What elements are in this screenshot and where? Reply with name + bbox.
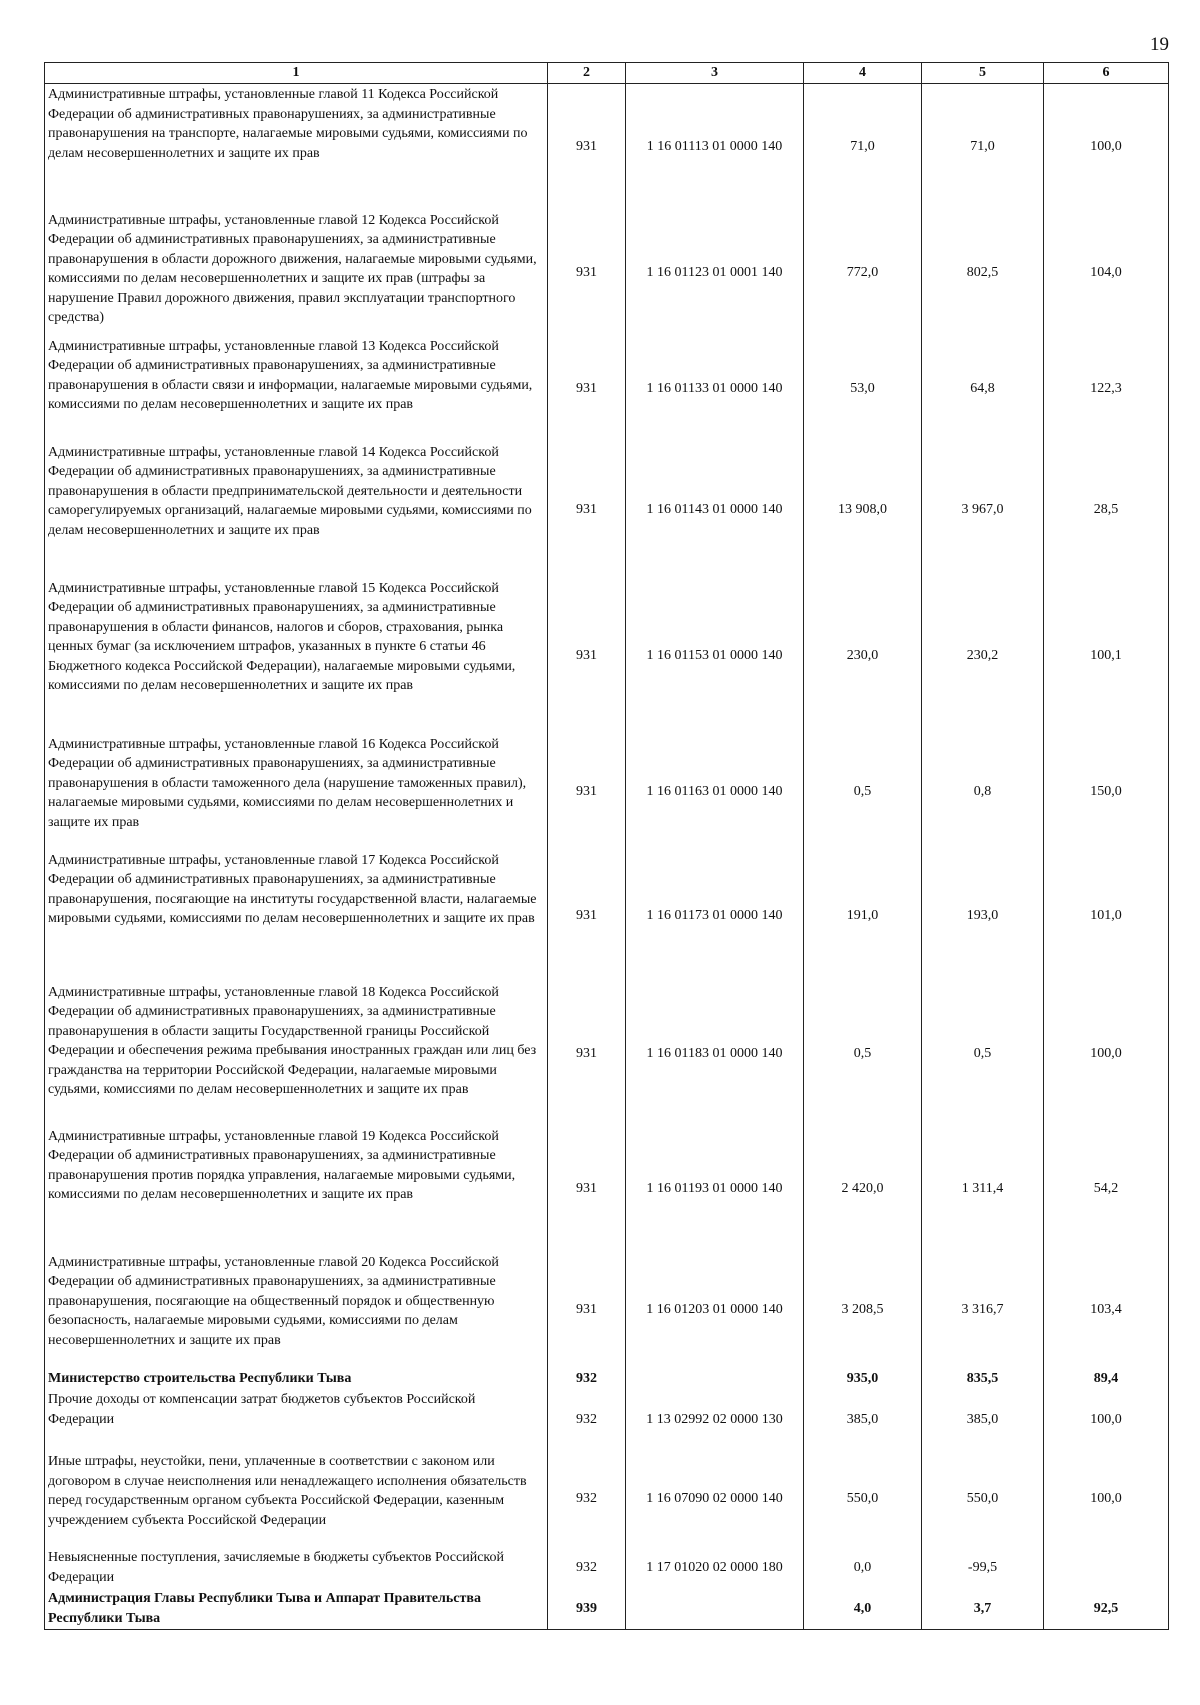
plan-amount-cell: 3 208,5 <box>804 1252 922 1368</box>
plan-amount-cell: 550,0 <box>804 1451 922 1547</box>
table-header-row <box>45 63 1169 84</box>
execution-percent-cell: 150,0 <box>1044 734 1169 850</box>
row-description: Административные штрафы, установленные главой 20 Кодекса Российской Федерации об административных правонарушениях, за административные правонарушения, посягающие на общественный порядок и общественную безопасность, налагаемые мировыми судьями, комиссиями по делам несовершеннолетних и защите их прав <box>45 1252 548 1368</box>
table-row <box>45 210 1169 336</box>
execution-percent-cell: 92,5 <box>1044 1588 1169 1630</box>
actual-amount-cell: 385,0 <box>922 1389 1044 1451</box>
table-row <box>45 982 1169 1126</box>
admin-code-cell: 931 <box>548 850 626 982</box>
row-description: Администрация Главы Республики Тыва и Аппарат Правительства Республики Тыва <box>45 1588 548 1630</box>
row-description: Административные штрафы, установленные главой 13 Кодекса Российской Федерации об административных правонарушениях, за административные правонарушения в области связи и информации, налагаемые мировыми судьями, комиссиями по делам несовершеннолетних и защите их прав <box>45 336 548 442</box>
budget-code-cell: 1 16 01143 01 0000 140 <box>626 442 804 578</box>
row-description: Административные штрафы, установленные главой 11 Кодекса Российской Федерации об административных правонарушениях, за административные правонарушения на транспорте, налагаемые мировыми судьями, комиссиями по делам несовершеннолетних и защите их прав <box>45 84 548 210</box>
row-description: Административные штрафы, установленные главой 19 Кодекса Российской Федерации об административных правонарушениях, за административные правонарушения против порядка управления, налагаемые мировыми судьями, комиссиями по делам несовершеннолетних и защите их прав <box>45 1126 548 1252</box>
table-row <box>45 1451 1169 1547</box>
admin-code-cell: 931 <box>548 1252 626 1368</box>
column-header-1: 1 <box>45 63 548 84</box>
budget-code-cell: 1 16 01193 01 0000 140 <box>626 1126 804 1252</box>
table-row <box>45 1389 1169 1451</box>
plan-amount-cell: 935,0 <box>804 1368 922 1390</box>
plan-amount-cell: 4,0 <box>804 1588 922 1630</box>
actual-amount-cell: 193,0 <box>922 850 1044 982</box>
plan-amount-cell: 772,0 <box>804 210 922 336</box>
row-description: Административные штрафы, установленные главой 16 Кодекса Российской Федерации об административных правонарушениях, за административные правонарушения в области таможенного дела (нарушение таможенных правил), налагаемые мировыми судьями, комиссиями по делам несовершеннолетних и защите их прав <box>45 734 548 850</box>
table-row <box>45 1252 1169 1368</box>
budget-code-cell <box>626 1588 804 1630</box>
execution-percent-cell: 104,0 <box>1044 210 1169 336</box>
plan-amount-cell: 2 420,0 <box>804 1126 922 1252</box>
table-row <box>45 850 1169 982</box>
actual-amount-cell: 3 316,7 <box>922 1252 1044 1368</box>
budget-code-cell: 1 16 01203 01 0000 140 <box>626 1252 804 1368</box>
table-row <box>45 1126 1169 1252</box>
admin-code-cell: 931 <box>548 578 626 734</box>
table-row <box>45 442 1169 578</box>
row-description: Министерство строительства Республики Тыва <box>45 1368 548 1390</box>
row-description: Прочие доходы от компенсации затрат бюджетов субъектов Российской Федерации <box>45 1389 548 1451</box>
actual-amount-cell: 3 967,0 <box>922 442 1044 578</box>
budget-code-cell: 1 16 01183 01 0000 140 <box>626 982 804 1126</box>
admin-code-cell: 939 <box>548 1588 626 1630</box>
plan-amount-cell: 230,0 <box>804 578 922 734</box>
plan-amount-cell: 71,0 <box>804 84 922 210</box>
budget-code-cell: 1 16 01133 01 0000 140 <box>626 336 804 442</box>
execution-percent-cell: 28,5 <box>1044 442 1169 578</box>
row-description: Административные штрафы, установленные главой 12 Кодекса Российской Федерации об административных правонарушениях, за административные правонарушения в области дорожного движения, налагаемые мировыми судьями, комиссиями по делам несовершеннолетних и защите их прав (штрафы за нарушение Правил дорожного движения, правил эксплуатации транспортного средства) <box>45 210 548 336</box>
revenue-table <box>44 62 1169 1630</box>
plan-amount-cell: 13 908,0 <box>804 442 922 578</box>
table-body <box>45 84 1169 1630</box>
table-row <box>45 1588 1169 1630</box>
actual-amount-cell: 0,8 <box>922 734 1044 850</box>
budget-code-cell <box>626 1368 804 1390</box>
execution-percent-cell: 103,4 <box>1044 1252 1169 1368</box>
budget-code-cell: 1 13 02992 02 0000 130 <box>626 1389 804 1451</box>
admin-code-cell: 932 <box>548 1547 626 1588</box>
admin-code-cell: 932 <box>548 1451 626 1547</box>
execution-percent-cell: 101,0 <box>1044 850 1169 982</box>
budget-code-cell: 1 16 01163 01 0000 140 <box>626 734 804 850</box>
column-header-4: 4 <box>804 63 922 84</box>
row-description: Административные штрафы, установленные главой 17 Кодекса Российской Федерации об административных правонарушениях, за административные правонарушения, посягающие на институты государственной власти, налагаемые мировыми судьями, комиссиями по делам несовершеннолетних и защите их прав <box>45 850 548 982</box>
budget-code-cell: 1 16 01153 01 0000 140 <box>626 578 804 734</box>
actual-amount-cell: 802,5 <box>922 210 1044 336</box>
execution-percent-cell: 100,0 <box>1044 1451 1169 1547</box>
execution-percent-cell: 100,0 <box>1044 1389 1169 1451</box>
row-description: Административные штрафы, установленные главой 18 Кодекса Российской Федерации об административных правонарушениях, за административные правонарушения в области защиты Государственной границы Российской Федерации и обеспечения режима пребывания иностранных граждан или лиц без гражданства на территории Российской Федерации, налагаемые мировыми судьями, комиссиями по делам несовершеннолетних и защите их прав <box>45 982 548 1126</box>
actual-amount-cell: -99,5 <box>922 1547 1044 1588</box>
table-row <box>45 1368 1169 1390</box>
admin-code-cell: 931 <box>548 210 626 336</box>
row-description: Административные штрафы, установленные главой 15 Кодекса Российской Федерации об административных правонарушениях, за административные правонарушения в области финансов, налогов и сборов, страхования, рынка ценных бумаг (за исключением штрафов, указанных в пункте 6 статьи 46 Бюджетного кодекса Российской Федерации), налагаемые мировыми судьями, комиссиями по делам несовершеннолетних и защите их прав <box>45 578 548 734</box>
admin-code-cell: 932 <box>548 1368 626 1390</box>
row-description: Иные штрафы, неустойки, пени, уплаченные в соответствии с законом или договором в случае неисполнения или ненадлежащего исполнения обязательств перед государственным органом субъекта Российской Федерации, казенным учреждением субъекта Российской Федерации <box>45 1451 548 1547</box>
plan-amount-cell: 0,0 <box>804 1547 922 1588</box>
admin-code-cell: 931 <box>548 336 626 442</box>
execution-percent-cell: 89,4 <box>1044 1368 1169 1390</box>
admin-code-cell: 931 <box>548 734 626 850</box>
execution-percent-cell: 122,3 <box>1044 336 1169 442</box>
budget-code-cell: 1 16 07090 02 0000 140 <box>626 1451 804 1547</box>
execution-percent-cell: 100,1 <box>1044 578 1169 734</box>
execution-percent-cell: 100,0 <box>1044 84 1169 210</box>
admin-code-cell: 931 <box>548 1126 626 1252</box>
admin-code-cell: 931 <box>548 982 626 1126</box>
page-number: 19 <box>1150 34 1169 55</box>
execution-percent-cell <box>1044 1547 1169 1588</box>
plan-amount-cell: 385,0 <box>804 1389 922 1451</box>
table-row <box>45 336 1169 442</box>
execution-percent-cell: 54,2 <box>1044 1126 1169 1252</box>
actual-amount-cell: 1 311,4 <box>922 1126 1044 1252</box>
column-header-2: 2 <box>548 63 626 84</box>
admin-code-cell: 931 <box>548 84 626 210</box>
actual-amount-cell: 550,0 <box>922 1451 1044 1547</box>
admin-code-cell: 932 <box>548 1389 626 1451</box>
table-row <box>45 1547 1169 1588</box>
plan-amount-cell: 53,0 <box>804 336 922 442</box>
budget-code-cell: 1 16 01123 01 0001 140 <box>626 210 804 336</box>
column-header-3: 3 <box>626 63 804 84</box>
actual-amount-cell: 3,7 <box>922 1588 1044 1630</box>
actual-amount-cell: 71,0 <box>922 84 1044 210</box>
actual-amount-cell: 230,2 <box>922 578 1044 734</box>
budget-code-cell: 1 17 01020 02 0000 180 <box>626 1547 804 1588</box>
plan-amount-cell: 191,0 <box>804 850 922 982</box>
budget-code-cell: 1 16 01173 01 0000 140 <box>626 850 804 982</box>
plan-amount-cell: 0,5 <box>804 734 922 850</box>
table-row <box>45 734 1169 850</box>
row-description: Административные штрафы, установленные главой 14 Кодекса Российской Федерации об административных правонарушениях, за административные правонарушения в области предпринимательской деятельности и деятельности саморегулируемых организаций, налагаемые мировыми судьями, комиссиями по делам несовершеннолетних и защите их прав <box>45 442 548 578</box>
budget-code-cell: 1 16 01113 01 0000 140 <box>626 84 804 210</box>
admin-code-cell: 931 <box>548 442 626 578</box>
actual-amount-cell: 835,5 <box>922 1368 1044 1390</box>
actual-amount-cell: 64,8 <box>922 336 1044 442</box>
execution-percent-cell: 100,0 <box>1044 982 1169 1126</box>
column-header-5: 5 <box>922 63 1044 84</box>
actual-amount-cell: 0,5 <box>922 982 1044 1126</box>
table-row <box>45 84 1169 210</box>
table-row <box>45 578 1169 734</box>
column-header-6: 6 <box>1044 63 1169 84</box>
plan-amount-cell: 0,5 <box>804 982 922 1126</box>
row-description: Невыясненные поступления, зачисляемые в бюджеты субъектов Российской Федерации <box>45 1547 548 1588</box>
